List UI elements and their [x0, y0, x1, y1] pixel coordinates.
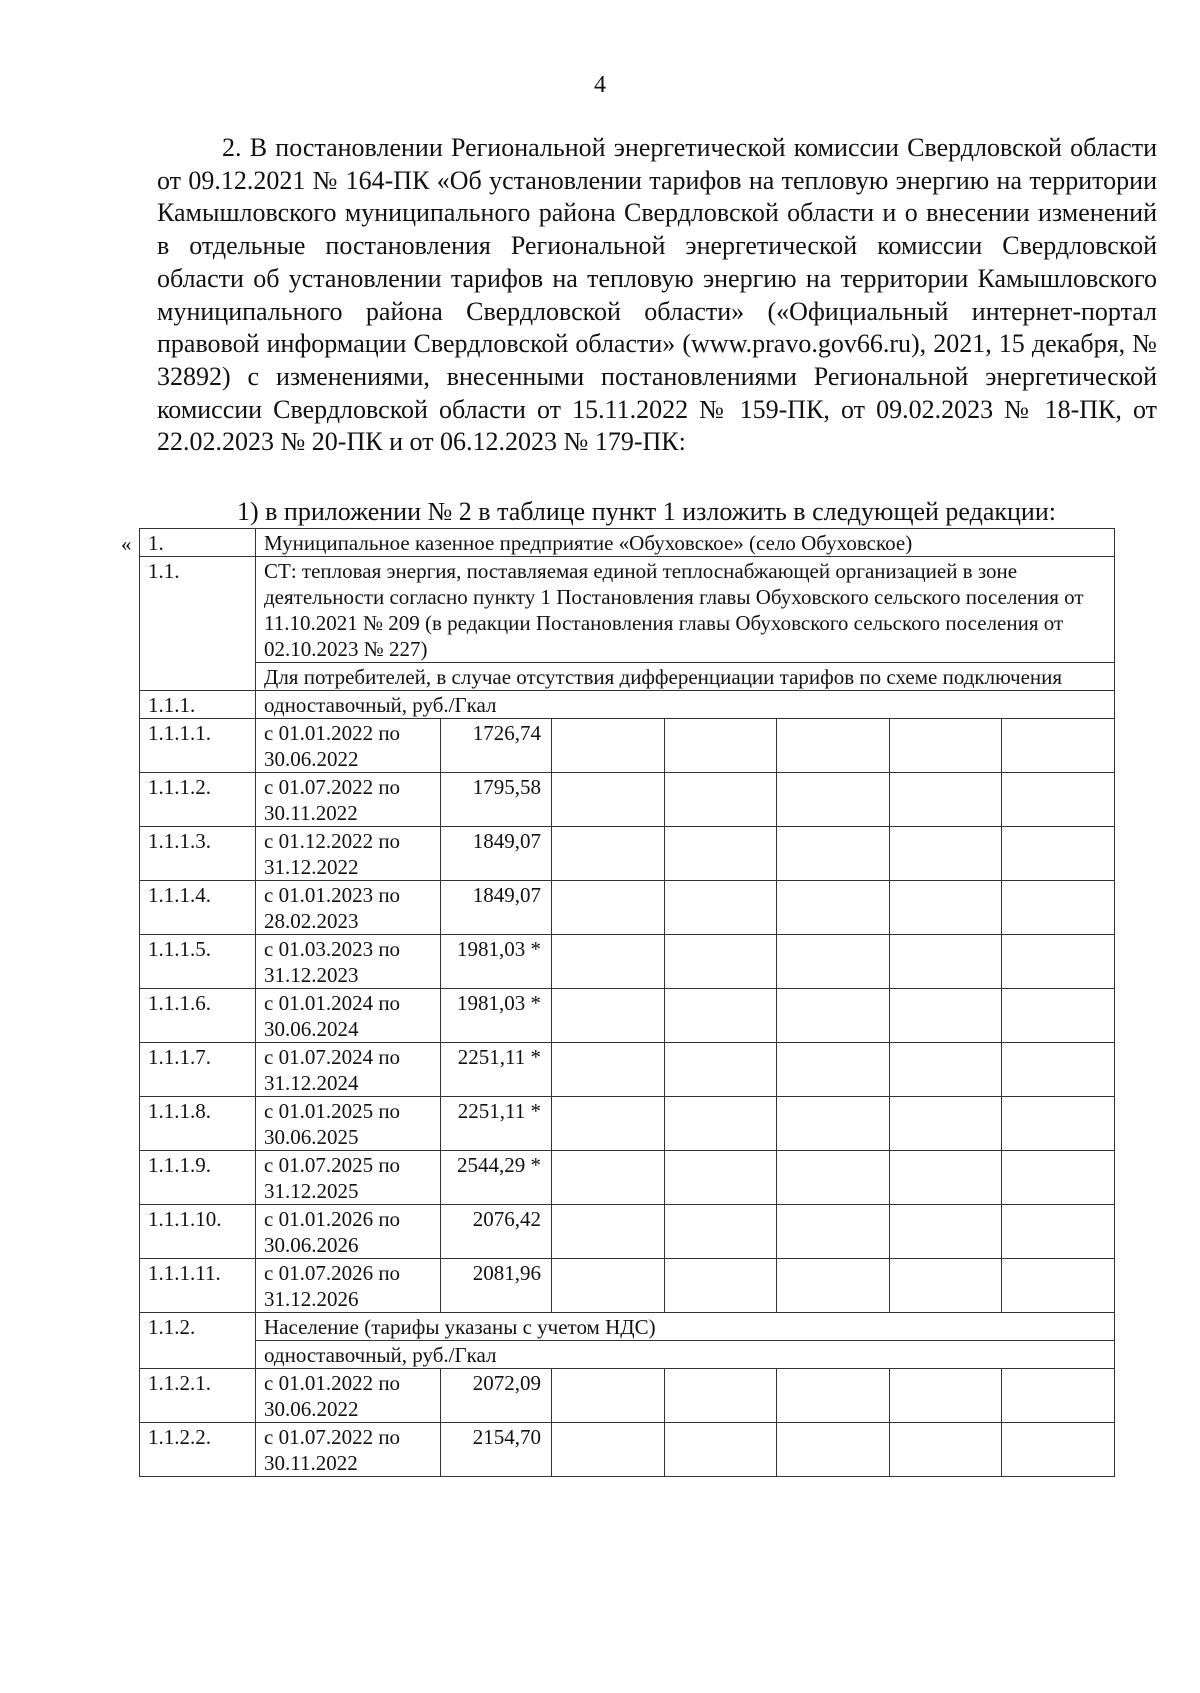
tariff-period: с 01.07.2026 по 31.12.2026: [256, 1259, 441, 1313]
empty-cell: [1002, 1423, 1115, 1477]
empty-cell: [889, 1043, 1002, 1097]
empty-cell: [889, 1097, 1002, 1151]
table-row-population: [140, 1313, 1115, 1341]
empty-cell: [664, 719, 777, 773]
single-rate-label: одноставочный, руб./Гкал: [256, 691, 1115, 719]
row-number: 1.1.1.2.: [140, 773, 256, 827]
empty-cell: [1002, 1097, 1115, 1151]
tariff-value: 2072,09: [441, 1369, 552, 1423]
empty-cell: [777, 935, 890, 989]
empty-cell: [777, 1097, 890, 1151]
empty-cell: [664, 1369, 777, 1423]
empty-cell: [777, 1369, 890, 1423]
empty-cell: [889, 719, 1002, 773]
empty-cell: [664, 1043, 777, 1097]
empty-cell: [889, 1423, 1002, 1477]
table-row-heat-supply: [140, 557, 1115, 663]
empty-cell: [664, 935, 777, 989]
empty-cell: [552, 773, 665, 827]
tariff-value: 1981,03 *: [441, 989, 552, 1043]
page-number: 4: [594, 72, 606, 98]
empty-cell: [1002, 989, 1115, 1043]
table-row: [140, 719, 1115, 773]
empty-cell: [664, 827, 777, 881]
tariff-value: 2076,42: [441, 1205, 552, 1259]
empty-cell: [664, 1423, 777, 1477]
row-number: 1.1.2.: [140, 1313, 256, 1369]
row-number: 1.1.1.7.: [140, 1043, 256, 1097]
empty-cell: [777, 1151, 890, 1205]
empty-cell: [552, 1043, 665, 1097]
tariff-value: 2251,11 *: [441, 1043, 552, 1097]
tariff-period: с 01.07.2022 по 30.11.2022: [256, 773, 441, 827]
row-number: 1.1.2.1.: [140, 1369, 256, 1423]
empty-cell: [552, 935, 665, 989]
population-single-rate-label: одноставочный, руб./Гкал: [256, 1341, 1115, 1369]
empty-cell: [777, 719, 890, 773]
empty-cell: [1002, 773, 1115, 827]
tariff-period: с 01.07.2022 по 30.11.2022: [256, 1423, 441, 1477]
empty-cell: [552, 719, 665, 773]
organization-name: Муниципальное казенное предприятие «Обуховское» (село Обуховское): [256, 529, 1115, 557]
table-row: [140, 1259, 1115, 1313]
empty-cell: [777, 1423, 890, 1477]
empty-cell: [552, 1369, 665, 1423]
empty-cell: [664, 1205, 777, 1259]
row-number: 1.1.1.3.: [140, 827, 256, 881]
table-row-consumers: [140, 663, 1115, 691]
table-row: [140, 1043, 1115, 1097]
population-label: Население (тарифы указаны с учетом НДС): [256, 1313, 1115, 1341]
empty-cell: [889, 1369, 1002, 1423]
empty-cell: [664, 1151, 777, 1205]
row-number: 1.1.1.1.: [140, 719, 256, 773]
tariff-value: 2081,96: [441, 1259, 552, 1313]
table-row: [140, 989, 1115, 1043]
table-row: [140, 881, 1115, 935]
heat-supply-description: СТ: тепловая энергия, поставляемая единой теплоснабжающей организацией в зоне деятельности согласно пункту 1 Постановления главы Обуховского сельского поселения от 11.10.2021 № 209 (в редакции Постановления главы Обуховского сельского поселения от 02.10.2023 № 227): [256, 557, 1115, 663]
row-number: 1.1.1.: [140, 691, 256, 719]
empty-cell: [889, 989, 1002, 1043]
empty-cell: [552, 1423, 665, 1477]
empty-cell: [1002, 719, 1115, 773]
empty-cell: [552, 1259, 665, 1313]
tariff-value: 2544,29 *: [441, 1151, 552, 1205]
empty-cell: [1002, 1151, 1115, 1205]
empty-cell: [664, 989, 777, 1043]
tariff-period: с 01.12.2022 по 31.12.2022: [256, 827, 441, 881]
empty-cell: [1002, 827, 1115, 881]
tariff-period: с 01.01.2024 по 30.06.2024: [256, 989, 441, 1043]
table-row: [140, 1097, 1115, 1151]
row-number: 1.1.1.4.: [140, 881, 256, 935]
consumers-description: Для потребителей, в случае отсутствия дифференциации тарифов по схеме подключения: [256, 663, 1115, 691]
empty-cell: [1002, 1043, 1115, 1097]
table-row: [140, 1205, 1115, 1259]
empty-cell: [552, 1205, 665, 1259]
row-number: 1.1.: [140, 557, 256, 691]
tariff-period: с 01.01.2025 по 30.06.2025: [256, 1097, 441, 1151]
table-row: [140, 935, 1115, 989]
tariff-value: 2251,11 *: [441, 1097, 552, 1151]
tariff-value: 1795,58: [441, 773, 552, 827]
tariff-period: с 01.07.2025 по 31.12.2025: [256, 1151, 441, 1205]
empty-cell: [889, 881, 1002, 935]
intro-paragraph: [157, 132, 1157, 459]
empty-cell: [777, 827, 890, 881]
empty-cell: [552, 1151, 665, 1205]
tariff-value: 1849,07: [441, 827, 552, 881]
empty-cell: [1002, 1259, 1115, 1313]
empty-cell: [889, 1205, 1002, 1259]
row-number: 1.1.2.2.: [140, 1423, 256, 1477]
table-row: [140, 1369, 1115, 1423]
empty-cell: [552, 1097, 665, 1151]
tariff-value: 1849,07: [441, 881, 552, 935]
tariff-value: 2154,70: [441, 1423, 552, 1477]
tariff-period: с 01.07.2024 по 31.12.2024: [256, 1043, 441, 1097]
empty-cell: [1002, 881, 1115, 935]
empty-cell: [664, 1259, 777, 1313]
table-row: [140, 827, 1115, 881]
row-number: 1.1.1.5.: [140, 935, 256, 989]
empty-cell: [664, 1097, 777, 1151]
empty-cell: [889, 827, 1002, 881]
row-number: 1.1.1.8.: [140, 1097, 256, 1151]
empty-cell: [889, 935, 1002, 989]
empty-cell: [1002, 1369, 1115, 1423]
tariff-period: с 01.01.2022 по 30.06.2022: [256, 1369, 441, 1423]
row-number: 1.1.1.6.: [140, 989, 256, 1043]
empty-cell: [664, 773, 777, 827]
tariff-period: с 01.01.2022 по 30.06.2022: [256, 719, 441, 773]
empty-cell: [889, 1151, 1002, 1205]
empty-cell: [777, 989, 890, 1043]
table-row: [140, 1423, 1115, 1477]
empty-cell: [664, 881, 777, 935]
tariff-table: [139, 528, 1115, 1477]
empty-cell: [777, 1259, 890, 1313]
opening-quote-mark: «: [121, 532, 132, 556]
intro-paragraph-text: 2. В постановлении Региональной энергетической комиссии Свердловской области от 09.12.2021 № 164-ПК «Об установлении тарифов на тепловую энергию на территории Камышловского муниципального района Свердловской области и о внесении изменений в отдельные постановления Региональной энергетической комиссии Свердловской области об установлении тарифов на тепловую энергию на территории Камышловского муниципального района Свердловской области» («Официальный интернет-портал правовой информации Свердловской области» (www.pravo.gov66.ru), 2021, 15 декабря, № 32892) с изменениями, внесенными постановлениями Региональной энергетической комиссии Свердловской области от 15.11.2022 № 159-ПК, от 09.02.2023 № 18-ПК, от 22.02.2023 № 20-ПК и от 06.12.2023 № 179-ПК:: [157, 133, 1157, 457]
tariff-period: с 01.01.2023 по 28.02.2023: [256, 881, 441, 935]
table-row: [140, 773, 1115, 827]
tariff-value: 1981,03 *: [441, 935, 552, 989]
empty-cell: [552, 827, 665, 881]
empty-cell: [552, 989, 665, 1043]
row-number: 1.: [140, 529, 256, 557]
tariff-period: с 01.03.2023 по 31.12.2023: [256, 935, 441, 989]
empty-cell: [552, 881, 665, 935]
empty-cell: [777, 773, 890, 827]
empty-cell: [889, 1259, 1002, 1313]
empty-cell: [889, 773, 1002, 827]
empty-cell: [1002, 1205, 1115, 1259]
table-row: [140, 1151, 1115, 1205]
row-number: 1.1.1.10.: [140, 1205, 256, 1259]
table-row-single-rate: [140, 691, 1115, 719]
empty-cell: [777, 1205, 890, 1259]
tariff-value: 1726,74: [441, 719, 552, 773]
empty-cell: [777, 1043, 890, 1097]
row-number: 1.1.1.9.: [140, 1151, 256, 1205]
table-row-population-single-rate: [140, 1341, 1115, 1369]
tariff-period: с 01.01.2026 по 30.06.2026: [256, 1205, 441, 1259]
row-number: 1.1.1.11.: [140, 1259, 256, 1313]
sub-paragraph: 1) в приложении № 2 в таблице пункт 1 изложить в следующей редакции:: [237, 497, 1056, 526]
empty-cell: [777, 881, 890, 935]
table-row-organization: [140, 529, 1115, 557]
empty-cell: [1002, 935, 1115, 989]
